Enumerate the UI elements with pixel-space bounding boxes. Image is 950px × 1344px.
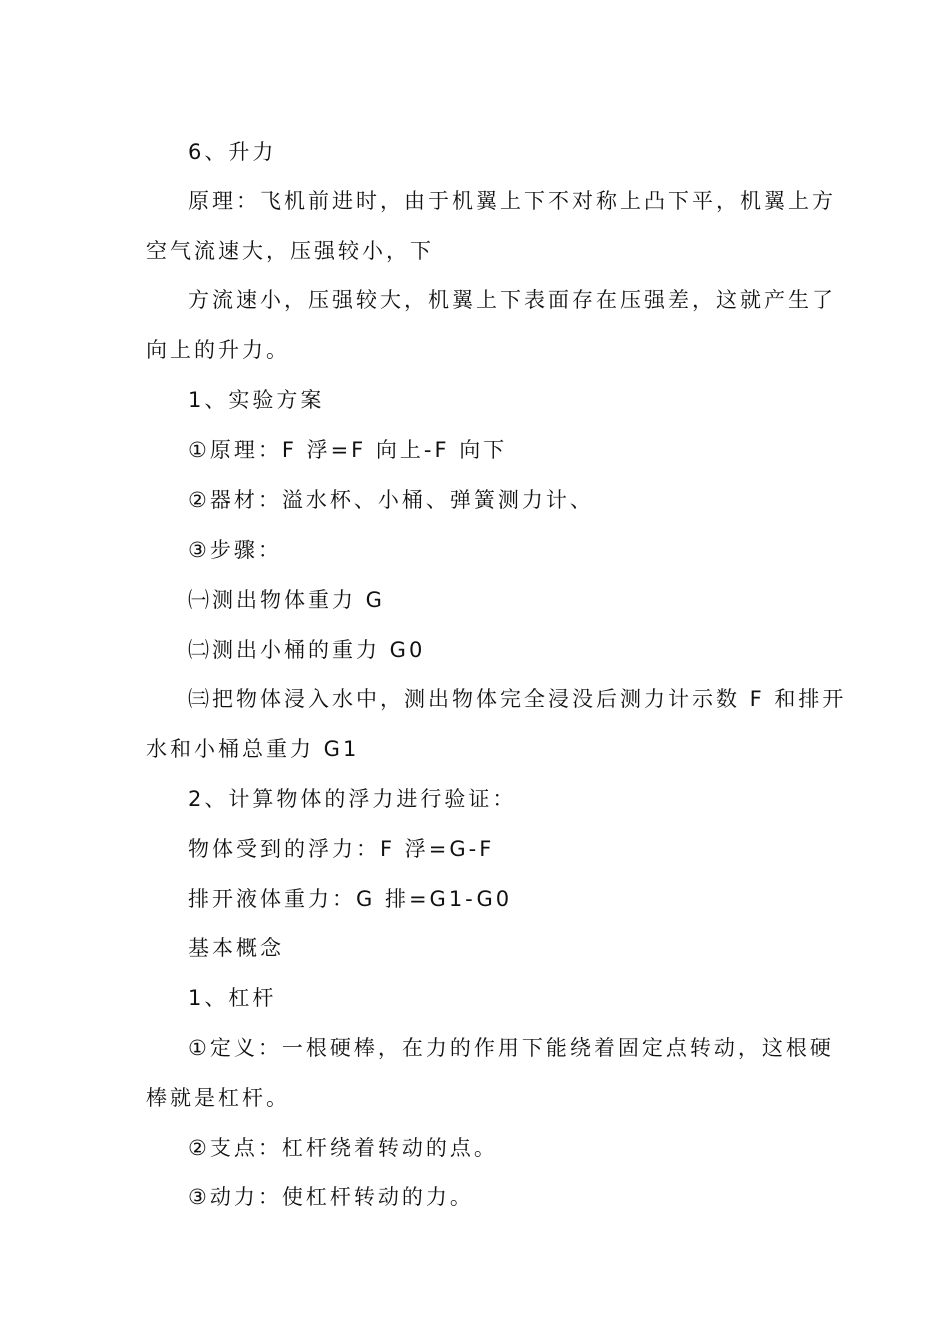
paragraph-line: 方流速小，压强较大，机翼上下表面存在压强差，这就产生了: [188, 288, 836, 312]
list-item: ①原理：F 浮=F 向上-F 向下: [188, 438, 508, 462]
list-item: ㈡测出小桶的重力 G0: [188, 638, 426, 662]
paragraph-line: 棒就是杠杆。: [146, 1086, 290, 1110]
list-item: ③动力：使杠杆转动的力。: [188, 1185, 474, 1209]
list-item: ②支点：杠杆绕着转动的点。: [188, 1136, 498, 1160]
section-heading-experiment: 1、实验方案: [188, 388, 325, 412]
list-item: ②器材：溢水杯、小桶、弹簧测力计、: [188, 488, 594, 512]
list-item: ③步骤：: [188, 538, 282, 562]
paragraph-line: 水和小桶总重力 G1: [146, 737, 360, 761]
section-heading-lift: 6、升力: [188, 140, 277, 164]
paragraph-line: 原理：飞机前进时，由于机翼上下不对称上凸下平，机翼上方: [188, 189, 836, 213]
formula-line: 物体受到的浮力：F 浮=G-F: [188, 837, 495, 861]
list-item: ㈠测出物体重力 G: [188, 588, 385, 612]
list-item: ㈢把物体浸入水中，测出物体完全浸没后测力计示数 F 和排开: [188, 687, 847, 711]
formula-line: 排开液体重力：G 排=G1-G0: [188, 887, 513, 911]
paragraph-line: 空气流速大，压强较小，下: [146, 239, 434, 263]
paragraph-line: 向上的升力。: [146, 338, 290, 362]
section-heading-verify: 2、计算物体的浮力进行验证：: [188, 787, 517, 811]
section-heading-concepts: 基本概念: [188, 936, 284, 960]
section-heading-lever: 1、杠杆: [188, 986, 277, 1010]
list-item: ①定义：一根硬棒，在力的作用下能绕着固定点转动，这根硬: [188, 1036, 834, 1060]
